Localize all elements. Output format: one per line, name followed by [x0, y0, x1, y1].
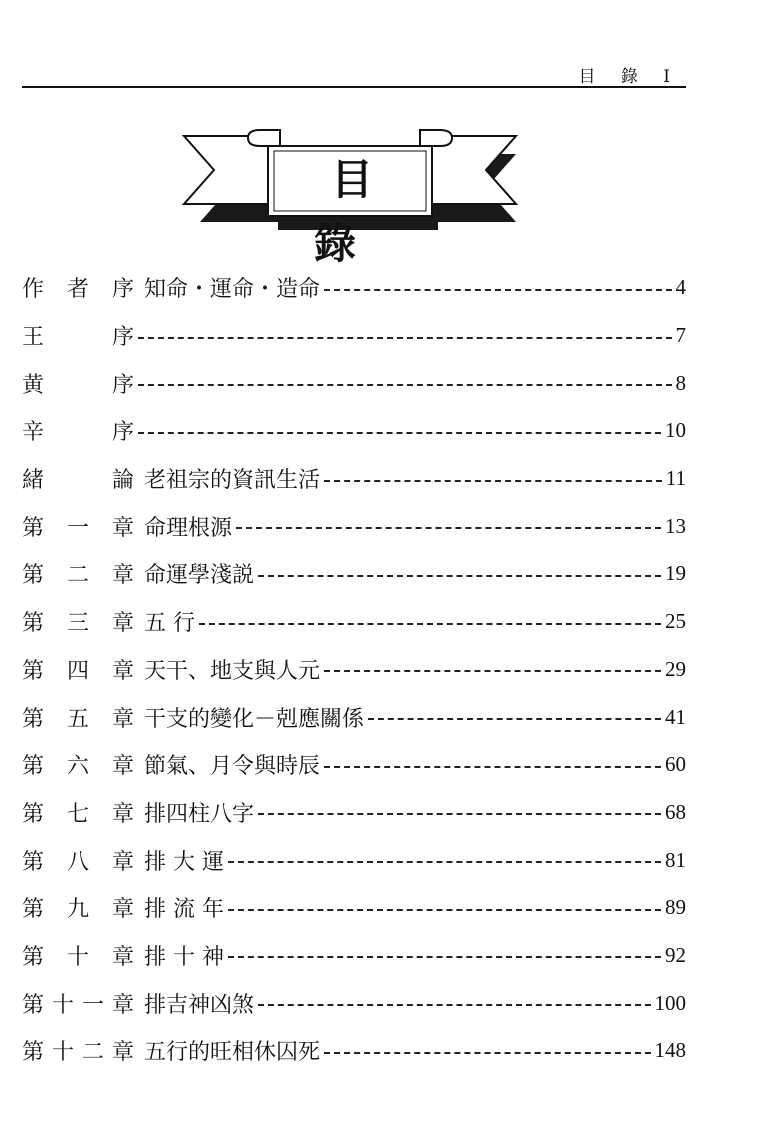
toc-entry [22, 598, 686, 646]
toc-title: 排四柱八字 [144, 801, 255, 827]
dotted-leader [228, 861, 661, 863]
toc-chapter-label: 第 二 章 [22, 563, 134, 589]
toc-chapter-label: 第 三 章 [22, 611, 134, 637]
toc-chapter-label: 王 序 [22, 325, 134, 351]
dotted-leader [228, 909, 661, 911]
dotted-leader [258, 1004, 650, 1006]
toc-chapter-label: 緒 論 [22, 468, 134, 494]
toc-page-number: 68 [665, 799, 686, 824]
dotted-leader [324, 480, 662, 482]
toc-chapter-label: 第 七 章 [22, 801, 134, 827]
toc-title: 五 行 [144, 611, 195, 637]
dotted-leader [324, 289, 671, 291]
toc-entry [22, 455, 686, 503]
toc-page-number: 81 [665, 847, 686, 872]
running-header-title: 目 錄 I [578, 67, 680, 87]
toc-title: 命運學淺説 [144, 563, 255, 589]
toc-page-number: 8 [675, 370, 686, 395]
dotted-leader [138, 432, 661, 434]
toc-entry [22, 979, 686, 1027]
toc-entry [22, 312, 686, 360]
toc-entry [22, 550, 686, 598]
table-of-contents [22, 264, 686, 1075]
toc-entry [22, 932, 686, 980]
toc-page-number: 41 [665, 704, 686, 729]
toc-page-number: 19 [665, 561, 686, 586]
dotted-leader [236, 527, 661, 529]
toc-title: 節氣、月令與時辰 [144, 754, 321, 780]
toc-page-number: 11 [665, 466, 686, 491]
toc-page-number: 10 [665, 418, 686, 443]
toc-page-number: 92 [665, 942, 686, 967]
toc-entry [22, 1027, 686, 1075]
toc-entry [22, 264, 686, 312]
toc-chapter-label: 黄 序 [22, 372, 134, 398]
toc-chapter-label: 作 者 序 [22, 277, 134, 303]
toc-chapter-label: 第 一 章 [22, 515, 134, 541]
dotted-leader [258, 575, 661, 577]
toc-title: 排 十 神 [144, 944, 224, 970]
toc-chapter-label: 第 八 章 [22, 849, 134, 875]
toc-chapter-label: 第 九 章 [22, 897, 134, 923]
dotted-leader [199, 623, 661, 625]
toc-entry [22, 693, 686, 741]
toc-chapter-label: 第 六 章 [22, 754, 134, 780]
toc-chapter-label: 第 十 二 章 [22, 1040, 134, 1066]
toc-title: 五行的旺相休囚死 [144, 1040, 321, 1066]
dotted-leader [228, 956, 661, 958]
toc-entry [22, 407, 686, 455]
toc-chapter-label: 第 十 章 [22, 944, 134, 970]
dotted-leader [368, 718, 661, 720]
toc-chapter-label: 第 五 章 [22, 706, 134, 732]
toc-title: 排 大 運 [144, 849, 224, 875]
toc-entry [22, 884, 686, 932]
dotted-leader [138, 384, 672, 386]
toc-page-number: 13 [665, 513, 686, 538]
toc-entry [22, 502, 686, 550]
dotted-leader [324, 1052, 650, 1054]
dotted-leader [138, 337, 672, 339]
toc-title: 命理根源 [144, 515, 233, 541]
toc-chapter-label: 第 十 一 章 [22, 992, 134, 1018]
running-header [22, 60, 686, 88]
toc-page-number: 29 [665, 656, 686, 681]
toc-page-number: 25 [665, 609, 686, 634]
toc-title: 排吉神凶煞 [144, 992, 255, 1018]
toc-title: 天干、地支與人元 [144, 658, 321, 684]
toc-page-number: 60 [665, 752, 686, 777]
banner-title: 目 錄 [313, 155, 407, 268]
toc-page-number: 4 [675, 275, 686, 300]
toc-entry [22, 741, 686, 789]
toc-title: 干支的變化－剋應關係 [144, 706, 365, 732]
dotted-leader [258, 813, 661, 815]
toc-page-number: 7 [675, 323, 686, 348]
toc-chapter-label: 第 四 章 [22, 658, 134, 684]
toc-page-number: 89 [665, 895, 686, 920]
toc-page-number: 100 [654, 990, 686, 1015]
toc-title: 老祖宗的資訊生活 [144, 468, 321, 494]
toc-title: 知命・運命・造命 [144, 277, 321, 303]
toc-entry [22, 646, 686, 694]
toc-entry [22, 789, 686, 837]
toc-page-number: 148 [654, 1038, 686, 1063]
toc-entry [22, 836, 686, 884]
toc-title: 排 流 年 [144, 897, 224, 923]
dotted-leader [324, 766, 661, 768]
dotted-leader [324, 670, 661, 672]
toc-entry [22, 359, 686, 407]
toc-chapter-label: 辛 序 [22, 420, 134, 446]
